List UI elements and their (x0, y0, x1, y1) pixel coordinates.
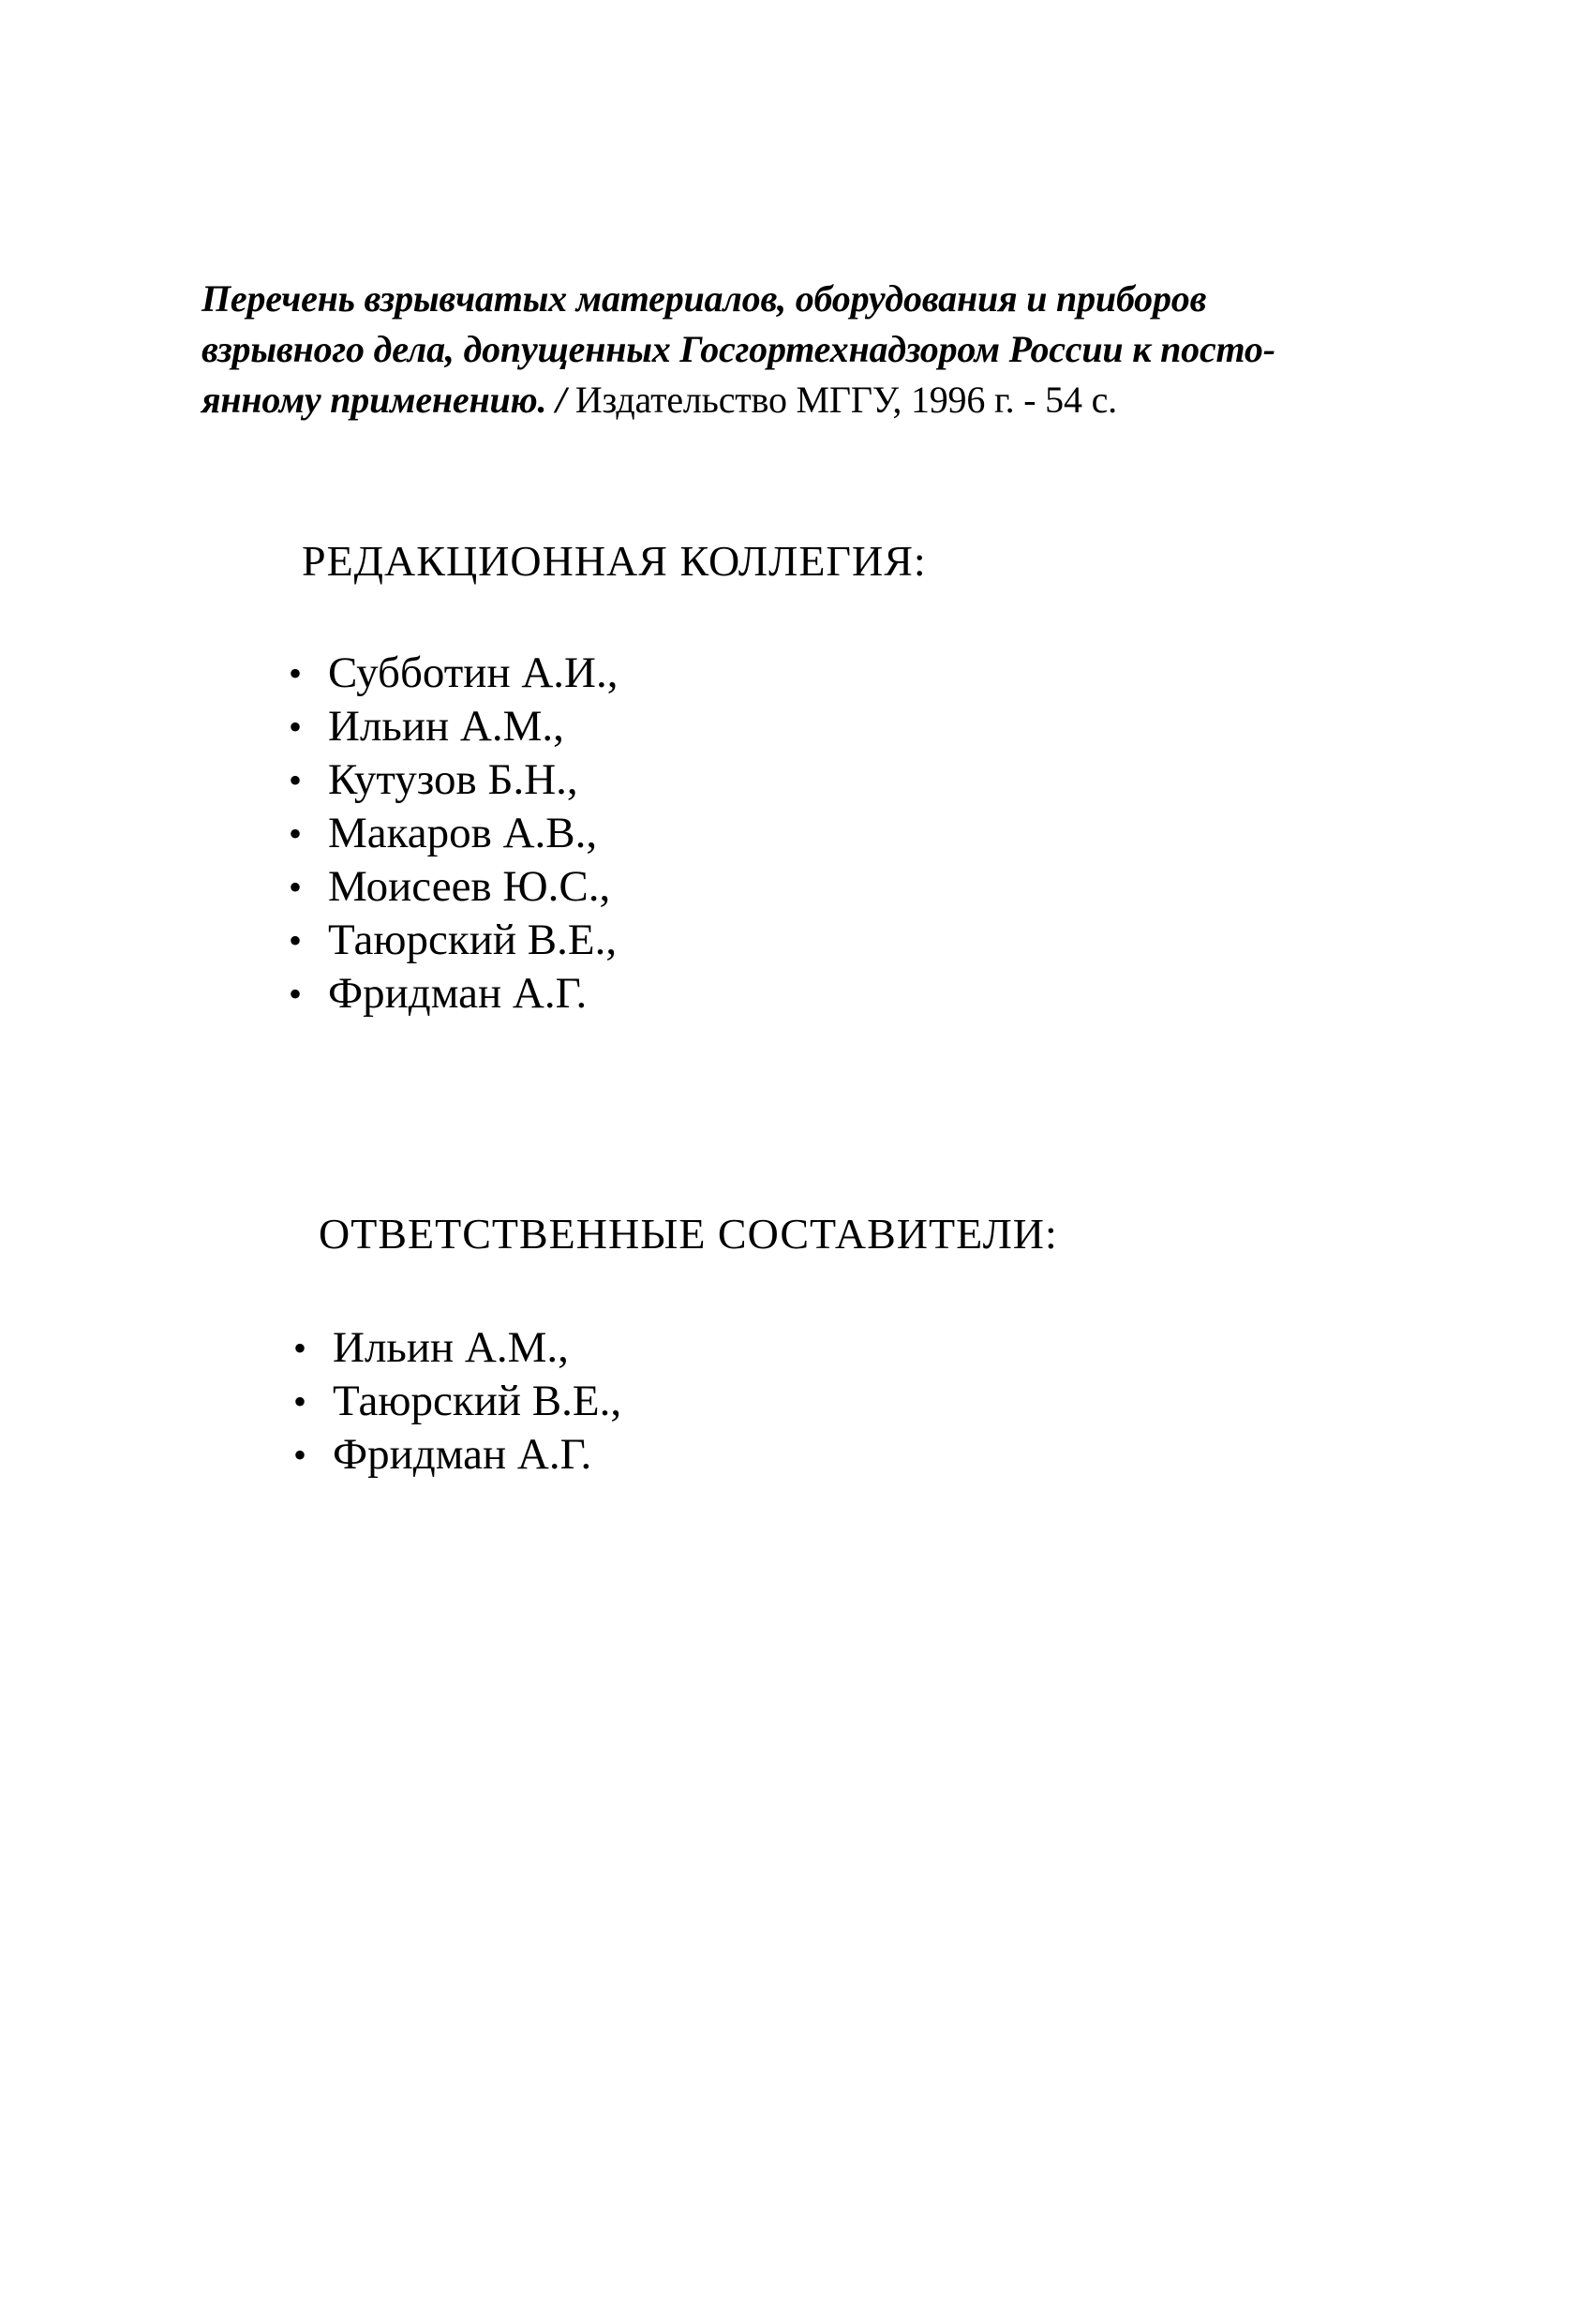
bullet-icon: • (289, 652, 303, 694)
list-item (286, 1375, 621, 1428)
citation-line (201, 324, 1438, 375)
list-item (281, 647, 619, 700)
bullet-icon: • (289, 759, 303, 801)
member-name: Ильин А.М., (328, 702, 564, 751)
citation-line (201, 375, 1438, 425)
list-item (281, 753, 619, 807)
bullet-icon: • (293, 1434, 307, 1476)
member-name: Фридман А.Г. (328, 969, 588, 1018)
member-name: Ильин А.М., (333, 1323, 569, 1372)
bullet-icon: • (289, 919, 303, 961)
citation-title-text: взрывного дела, допущенных Госгортехнадзором России к посто- (201, 328, 1275, 370)
list-item (286, 1321, 621, 1375)
bullet-icon: • (289, 812, 303, 855)
member-name: Субботин А.И., (328, 648, 619, 697)
list-item (281, 700, 619, 753)
member-name: Макаров А.В., (328, 809, 598, 857)
citation-publisher-text: Издательство МГГУ, 1996 г. - 54 с. (574, 379, 1117, 421)
list-item (281, 807, 619, 860)
editorial-board-list (281, 647, 619, 1020)
bullet-icon: • (293, 1327, 307, 1369)
citation-title-text: янному применению. / (201, 379, 575, 421)
bullet-icon: • (289, 973, 303, 1015)
compilers-list (286, 1321, 621, 1482)
member-name: Таюрский В.Е., (328, 916, 618, 964)
list-item (281, 860, 619, 914)
bibliographic-citation (201, 274, 1438, 425)
compilers-heading: ОТВЕТСТВЕННЫЕ СОСТАВИТЕЛИ: (319, 1210, 1058, 1258)
member-name: Кутузов Б.Н., (328, 755, 578, 804)
editorial-board-heading: РЕДАКЦИОННАЯ КОЛЛЕГИЯ: (302, 537, 927, 585)
citation-line (201, 274, 1438, 324)
member-name: Таюрский В.Е., (333, 1377, 622, 1425)
member-name: Моисеев Ю.С., (328, 862, 611, 911)
bullet-icon: • (293, 1380, 307, 1423)
list-item (281, 967, 619, 1020)
bullet-icon: • (289, 706, 303, 748)
member-name: Фридман А.Г. (333, 1430, 592, 1479)
list-item (286, 1428, 621, 1482)
list-item (281, 914, 619, 967)
citation-title-text: Перечень взрывчатых материалов, оборудования и приборов (201, 277, 1207, 320)
bullet-icon: • (289, 866, 303, 908)
